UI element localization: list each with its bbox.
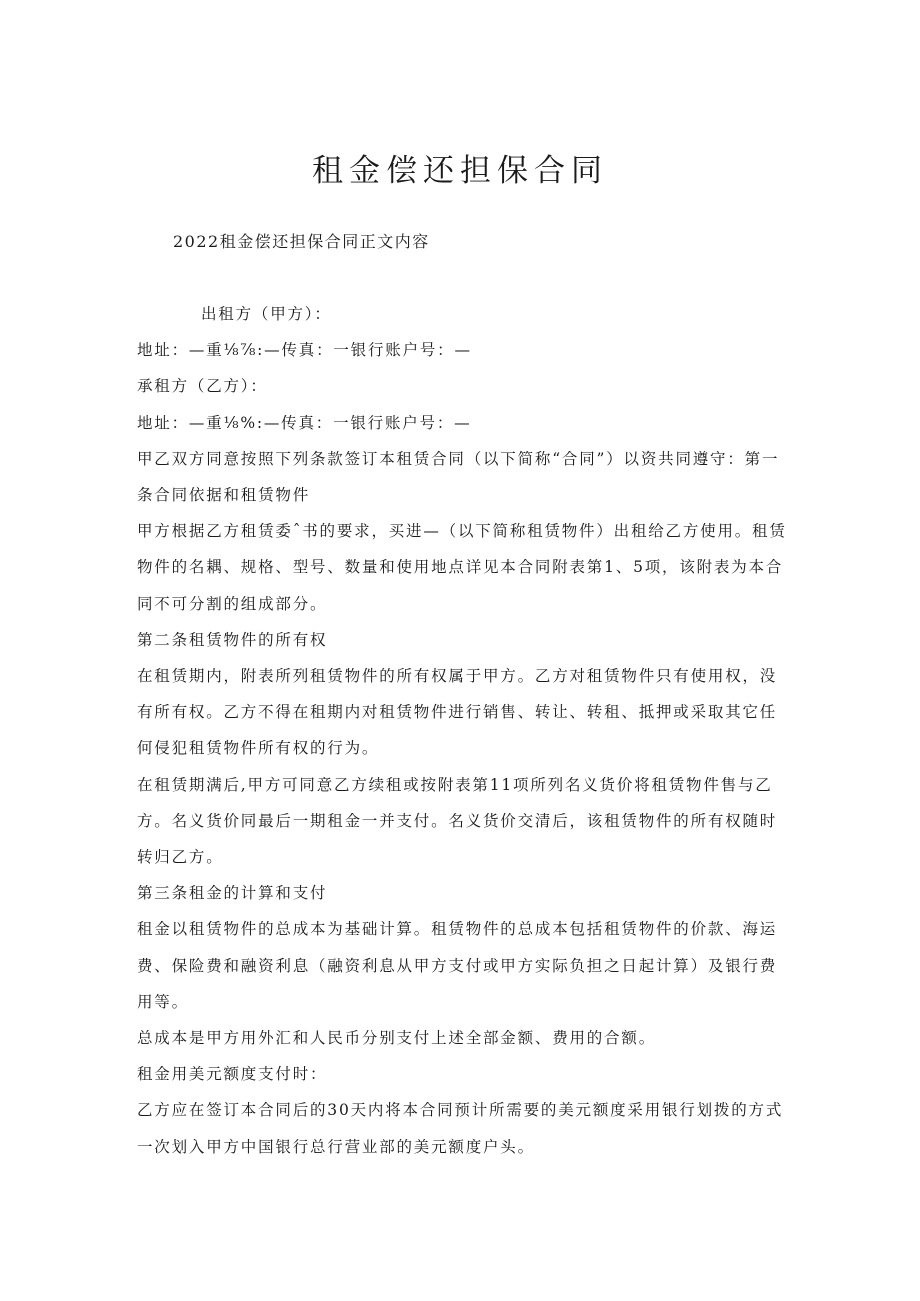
article-1-paragraph: 甲方根据乙方租赁委ˆ书的要求，买进—（以下简称租赁物件）出租给乙方使用。租赁物件的名耦、规格、型号、数量和使用地点详见本合同附表第1、5项，该附表为本合同不可分割的组成部分。 xyxy=(137,522,787,613)
article-3-paragraph-2: 总成本是甲方用外汇和人民币分别支付上述全部金额、费用的合额。 xyxy=(137,1029,657,1048)
lessee-label: 承租方（乙方）： xyxy=(137,377,268,396)
document-subtitle: 2022租金偿还担保合同正文内容 xyxy=(173,232,430,251)
agreement-paragraph: 甲乙双方同意按照下列条款签订本租赁合同（以下简称“合同”）以资共同遵守：第一条合同依据和租赁物件 xyxy=(137,449,780,505)
document-body xyxy=(137,296,793,1165)
article-2-heading: 第二条租赁物件的所有权 xyxy=(137,630,328,649)
lessor-address-line: 地址：—重⅛⅞:—传真：一银行账户号：— xyxy=(137,341,472,360)
document-title: 租金偿还担保合同 xyxy=(312,153,608,189)
lessee-address-line: 地址：—重⅛%:—传真：一银行账户号：— xyxy=(137,413,472,432)
usd-payment-paragraph: 乙方应在签订本合同后的30天内将本合同预计所需要的美元额度采用银行划拨的方式一次划入甲方中国银行总行营业部的美元额度户头。 xyxy=(137,1101,784,1156)
article-3-heading: 第三条租金的计算和支付 xyxy=(137,884,328,903)
article-2-paragraph-1: 在租赁期内，附表所列租赁物件的所有权属于甲方。乙方对租赁物件只有使用权，没有所有权。乙方不得在租期内对租赁物件进行销售、转让、转租、抵押或采取其它任何侵犯租赁物件所有权的行为。 xyxy=(137,667,778,758)
article-3-paragraph-1: 租金以租赁物件的总成本为基础计算。租赁物件的总成本包括租赁物件的价款、海运费、保险费和融资利息（融资利息从甲方支付或甲方实际负担之日起计算）及银行费用等。 xyxy=(137,920,778,1011)
lessor-label: 出租方（甲方）： xyxy=(201,305,332,323)
usd-payment-heading: 租金用美元额度支付时： xyxy=(137,1065,328,1084)
article-2-paragraph-2: 在租赁期满后,甲方可同意乙方续租或按附表第11项所列名义货价将租赁物件售与乙方。名义货价同最后一期租金一并支付。名义货价交清后，该租赁物件的所有权随时转归乙方。 xyxy=(137,775,778,867)
